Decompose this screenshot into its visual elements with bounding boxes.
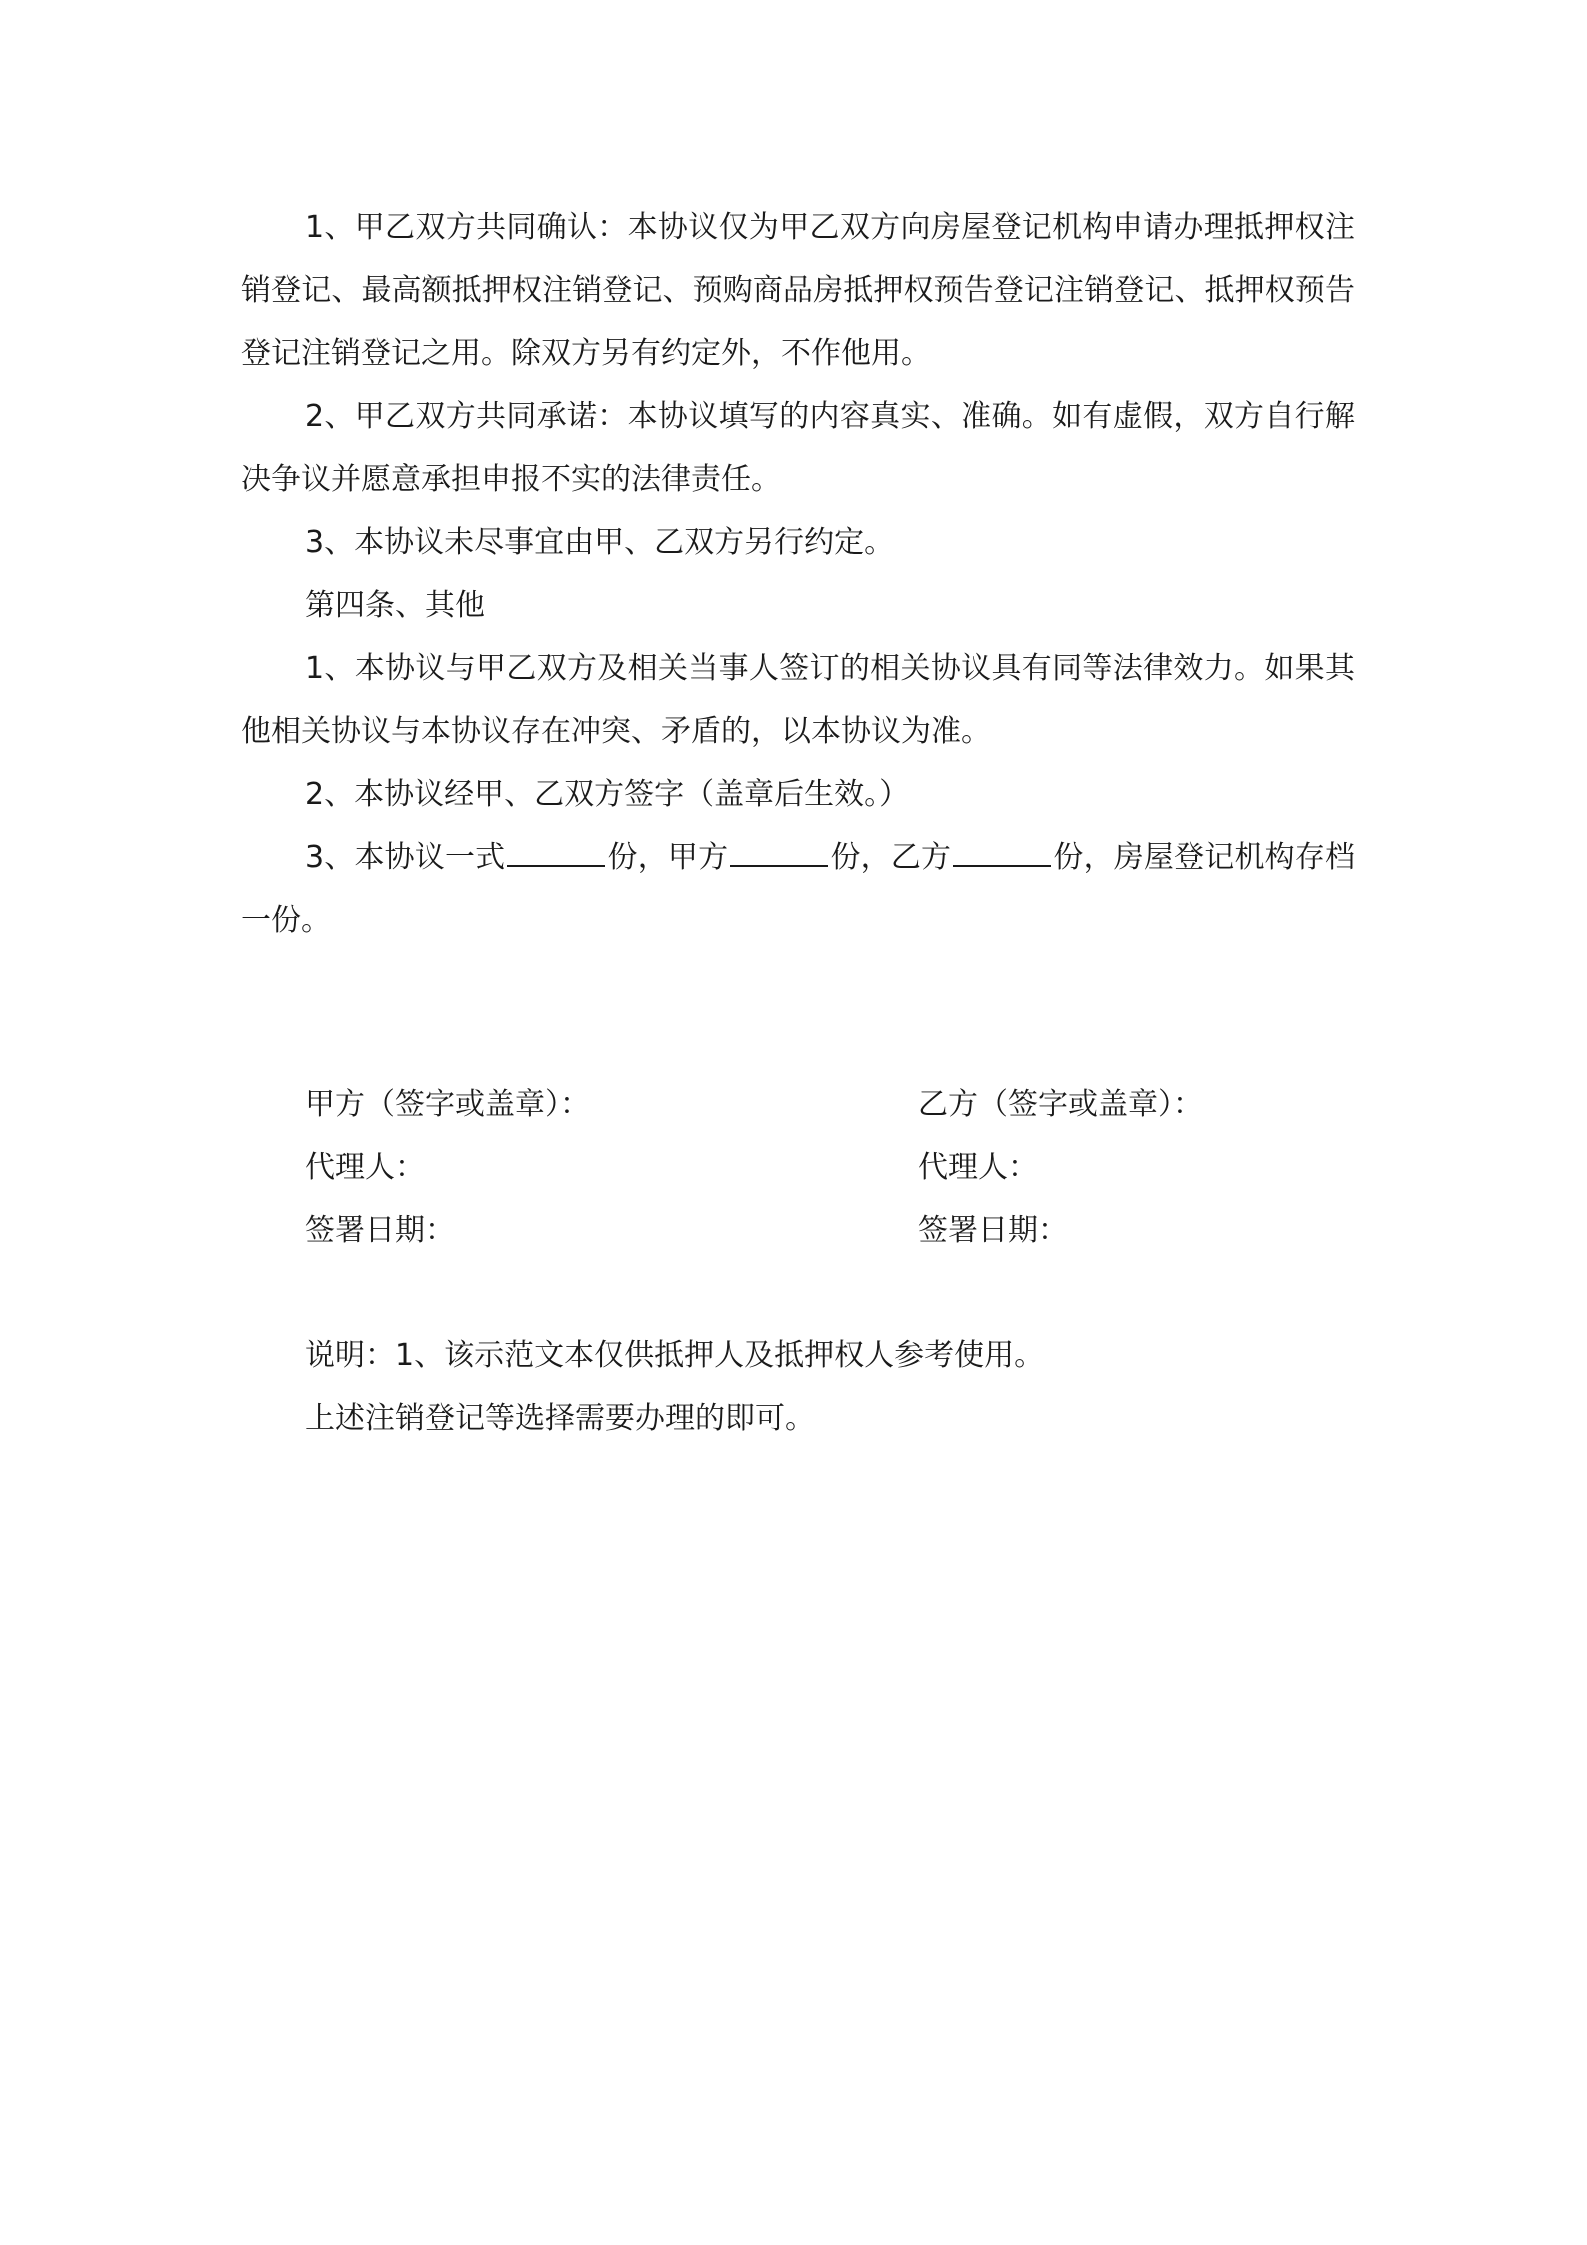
clause-legal-effect: 1、本协议与甲乙双方及相关当事人签订的相关协议具有同等法律效力。如果其他相关协议与本协议存在冲突、矛盾的，以本协议为准。 [241,651,1355,749]
copies-party-a-blank[interactable] [730,835,828,867]
copies-text-1: 3、本协议一式 [305,840,506,875]
copies-text-3: 份，乙方 [830,840,952,875]
note-line-1: 说明：1、该示范文本仅供抵押人及抵押权人参考使用。 [305,1338,1045,1373]
party-b-agent: 代理人： [918,1150,1038,1185]
section-heading-4: 第四条、其他 [305,588,485,623]
party-b-label: 乙方（签字或盖章）： [918,1087,1203,1122]
party-a-signature-block [305,1073,590,1262]
agreement-body [241,196,1355,952]
clause-other-matters: 3、本协议未尽事宜由甲、乙双方另行约定。 [305,525,895,560]
party-a-label: 甲方（签字或盖章）： [305,1087,590,1122]
copies-party-b-blank[interactable] [953,835,1051,867]
clause-effective: 2、本协议经甲、乙双方签字（盖章后生效。） [305,777,910,812]
party-a-agent: 代理人： [305,1150,425,1185]
party-a-date: 签署日期： [305,1213,455,1248]
clause-commitment: 2、甲乙双方共同承诺：本协议填写的内容真实、准确。如有虚假，双方自行解决争议并愿意承担申报不实的法律责任。 [241,399,1355,497]
copies-text-4: 份，房屋登记机构存档一份。 [241,840,1356,938]
copies-text-2: 份，甲方 [607,840,729,875]
clause-confirmation: 1、甲乙双方共同确认：本协议仅为甲乙双方向房屋登记机构申请办理抵押权注销登记、最高额抵押权注销登记、预购商品房抵押权预告登记注销登记、抵押权预告登记注销登记之用。除双方另有约定外，不作他用。 [241,210,1355,371]
note-line-2: 上述注销登记等选择需要办理的即可。 [305,1401,815,1436]
party-b-date: 签署日期： [918,1213,1068,1248]
notes-section [305,1324,1044,1450]
copies-total-blank[interactable] [507,835,605,867]
clause-copies [241,826,1355,952]
party-b-signature-block [918,1073,1203,1262]
